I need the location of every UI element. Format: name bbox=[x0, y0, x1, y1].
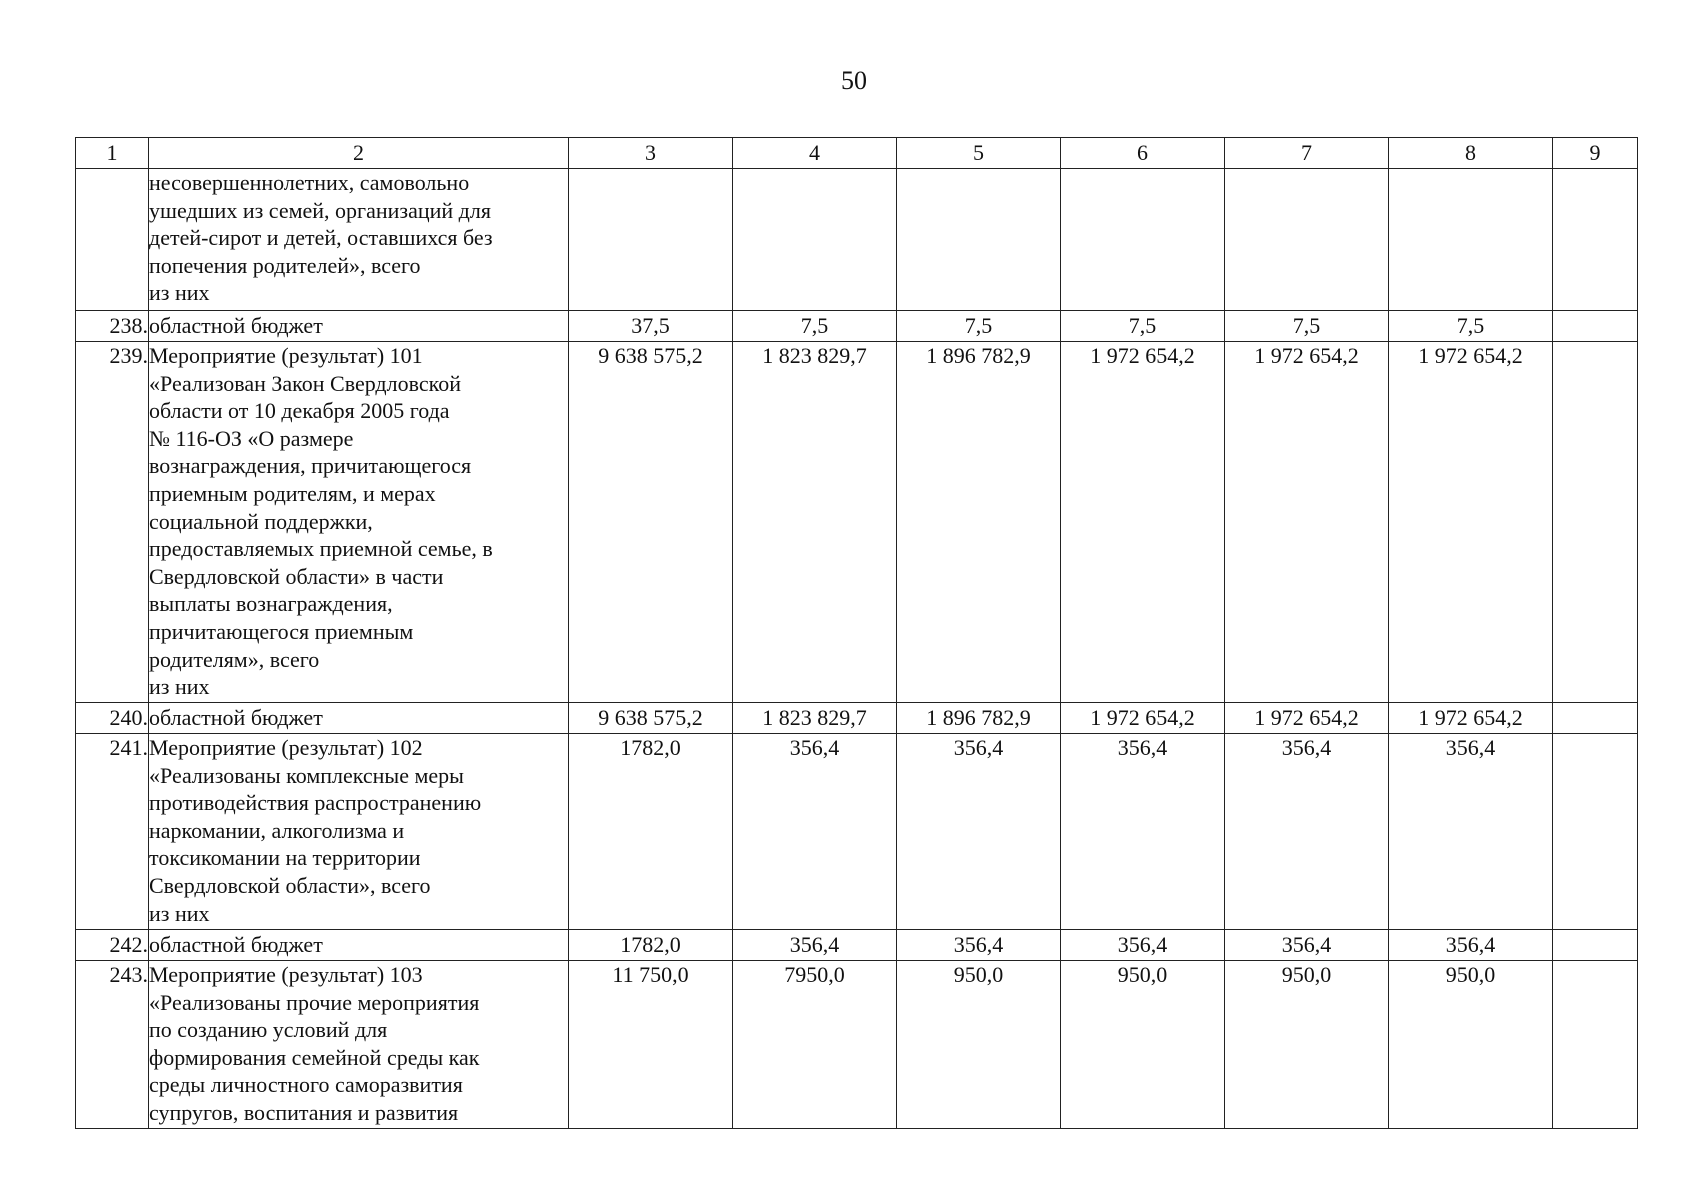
value-cell: 356,4 bbox=[1225, 930, 1389, 961]
description-line: родителям», всего bbox=[149, 646, 320, 672]
value-cell bbox=[1553, 703, 1638, 734]
description-line: из них bbox=[149, 900, 210, 926]
value-cell: 7,5 bbox=[1061, 311, 1225, 342]
value-cell: 1 972 654,2 bbox=[1061, 703, 1225, 734]
value-cell: 1782,0 bbox=[569, 734, 733, 930]
value-cell: 356,4 bbox=[733, 734, 897, 930]
value-cell: 950,0 bbox=[1225, 961, 1389, 1129]
budget-table bbox=[75, 137, 1638, 1129]
description-line: № 116-ОЗ «О размере bbox=[149, 425, 354, 451]
value-cell: 1 972 654,2 bbox=[1389, 703, 1553, 734]
value-cell: 1 823 829,7 bbox=[733, 703, 897, 734]
value-cell: 1 896 782,9 bbox=[897, 342, 1061, 703]
description-line: областной бюджет bbox=[149, 932, 323, 957]
description-line: выплаты вознаграждения, bbox=[149, 591, 393, 617]
description-line: приемным родителям, и мерах bbox=[149, 480, 436, 506]
header-cell: 6 bbox=[1061, 138, 1225, 169]
table-row bbox=[76, 342, 1638, 703]
value-cell: 356,4 bbox=[897, 930, 1061, 961]
value-cell: 356,4 bbox=[733, 930, 897, 961]
description-line: Свердловской области» в части bbox=[149, 563, 444, 589]
value-cell: 356,4 bbox=[1389, 734, 1553, 930]
description-line: токсикомании на территории bbox=[149, 845, 421, 871]
description-line: вознаграждения, причитающегося bbox=[149, 453, 472, 479]
description-line: Мероприятие (результат) 102 bbox=[149, 735, 423, 760]
value-cell bbox=[1553, 311, 1638, 342]
row-description bbox=[149, 734, 569, 930]
value-cell bbox=[897, 169, 1061, 311]
description-line: области от 10 декабря 2005 года bbox=[149, 398, 450, 424]
table-row bbox=[76, 734, 1638, 930]
value-cell bbox=[733, 169, 897, 311]
value-cell bbox=[1225, 169, 1389, 311]
header-cell: 5 bbox=[897, 138, 1061, 169]
row-index: 243. bbox=[76, 961, 149, 1129]
value-cell: 1 972 654,2 bbox=[1225, 703, 1389, 734]
row-index: 240. bbox=[76, 703, 149, 734]
description-line: попечения родителей», всего bbox=[149, 252, 421, 278]
value-cell: 1 896 782,9 bbox=[897, 703, 1061, 734]
description-line: по созданию условий для bbox=[149, 1017, 388, 1043]
header-cell: 9 bbox=[1553, 138, 1638, 169]
description-line: наркомании, алкоголизма и bbox=[149, 817, 405, 843]
header-cell: 1 bbox=[76, 138, 149, 169]
value-cell: 950,0 bbox=[1389, 961, 1553, 1129]
value-cell: 1782,0 bbox=[569, 930, 733, 961]
value-cell: 37,5 bbox=[569, 311, 733, 342]
value-cell bbox=[1553, 342, 1638, 703]
value-cell: 1 823 829,7 bbox=[733, 342, 897, 703]
value-cell bbox=[1061, 169, 1225, 311]
row-index bbox=[76, 169, 149, 311]
value-cell bbox=[1553, 961, 1638, 1129]
value-cell: 356,4 bbox=[1061, 734, 1225, 930]
value-cell: 1 972 654,2 bbox=[1225, 342, 1389, 703]
description-line: «Реализован Закон Свердловской bbox=[149, 370, 461, 396]
value-cell: 7,5 bbox=[733, 311, 897, 342]
description-line: «Реализованы комплексные меры bbox=[149, 762, 464, 788]
value-cell: 7,5 bbox=[897, 311, 1061, 342]
description-line: предоставляемых приемной семье, в bbox=[149, 536, 493, 562]
row-description bbox=[149, 311, 569, 342]
row-index: 238. bbox=[76, 311, 149, 342]
header-cell: 8 bbox=[1389, 138, 1553, 169]
value-cell: 1 972 654,2 bbox=[1061, 342, 1225, 703]
description-line: формирования семейной среды как bbox=[149, 1044, 480, 1070]
description-line: из них bbox=[149, 674, 210, 700]
value-cell: 356,4 bbox=[1061, 930, 1225, 961]
description-line: детей-сирот и детей, оставшихся без bbox=[149, 225, 493, 251]
header-cell: 4 bbox=[733, 138, 897, 169]
value-cell: 1 972 654,2 bbox=[1389, 342, 1553, 703]
value-cell bbox=[1553, 734, 1638, 930]
page-number: 50 bbox=[841, 66, 867, 95]
table-row bbox=[76, 703, 1638, 734]
description-line: противодействия распространению bbox=[149, 790, 482, 816]
header-row bbox=[76, 138, 1638, 169]
value-cell: 7,5 bbox=[1389, 311, 1553, 342]
row-index: 242. bbox=[76, 930, 149, 961]
description-line: несовершеннолетних, самовольно bbox=[149, 170, 470, 195]
value-cell: 950,0 bbox=[1061, 961, 1225, 1129]
row-index: 239. bbox=[76, 342, 149, 703]
description-line: Мероприятие (результат) 103 bbox=[149, 962, 423, 987]
value-cell bbox=[1553, 169, 1638, 311]
description-line: Свердловской области», всего bbox=[149, 872, 431, 898]
description-line: областной бюджет bbox=[149, 313, 323, 338]
row-description bbox=[149, 703, 569, 734]
header-cell: 3 bbox=[569, 138, 733, 169]
description-line: ушедших из семей, организаций для bbox=[149, 197, 491, 223]
row-description bbox=[149, 961, 569, 1129]
description-line: социальной поддержки, bbox=[149, 508, 373, 534]
table-row bbox=[76, 961, 1638, 1129]
row-description bbox=[149, 342, 569, 703]
value-cell bbox=[1389, 169, 1553, 311]
value-cell: 11 750,0 bbox=[569, 961, 733, 1129]
table-row bbox=[76, 311, 1638, 342]
header-cell: 7 bbox=[1225, 138, 1389, 169]
value-cell: 7,5 bbox=[1225, 311, 1389, 342]
description-line: Мероприятие (результат) 101 bbox=[149, 343, 423, 368]
row-description bbox=[149, 930, 569, 961]
value-cell: 950,0 bbox=[897, 961, 1061, 1129]
value-cell: 356,4 bbox=[1389, 930, 1553, 961]
row-description bbox=[149, 169, 569, 311]
description-line: областной бюджет bbox=[149, 705, 323, 730]
value-cell: 7950,0 bbox=[733, 961, 897, 1129]
header-cell: 2 bbox=[149, 138, 569, 169]
row-index: 241. bbox=[76, 734, 149, 930]
value-cell bbox=[569, 169, 733, 311]
table-row bbox=[76, 930, 1638, 961]
value-cell: 9 638 575,2 bbox=[569, 342, 733, 703]
description-line: супругов, воспитания и развития bbox=[149, 1099, 459, 1125]
table-row bbox=[76, 169, 1638, 311]
value-cell: 356,4 bbox=[1225, 734, 1389, 930]
value-cell bbox=[1553, 930, 1638, 961]
description-line: причитающегося приемным bbox=[149, 618, 414, 644]
description-line: из них bbox=[149, 280, 210, 306]
value-cell: 356,4 bbox=[897, 734, 1061, 930]
value-cell: 9 638 575,2 bbox=[569, 703, 733, 734]
description-line: «Реализованы прочие мероприятия bbox=[149, 989, 480, 1015]
description-line: среды личностного саморазвития bbox=[149, 1072, 463, 1098]
